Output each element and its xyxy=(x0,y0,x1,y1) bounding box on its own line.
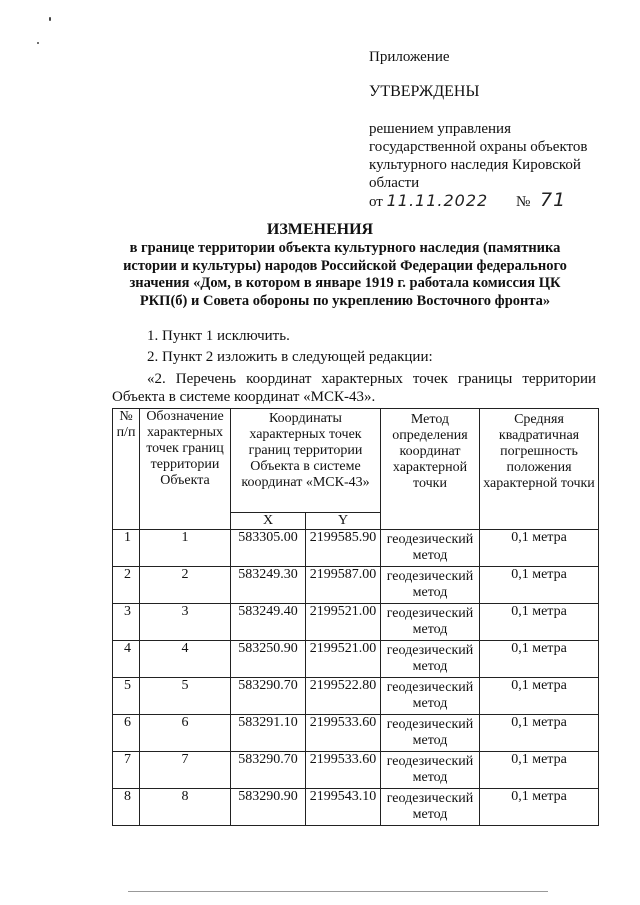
method: геодезический метод xyxy=(381,752,480,789)
row-number: 3 xyxy=(113,604,140,641)
coord-x: 583250.90 xyxy=(231,641,306,678)
paragraph-1: 1. Пункт 1 исключить. xyxy=(147,328,290,344)
coord-y: 2199522.80 xyxy=(306,678,381,715)
coord-y: 2199543.10 xyxy=(306,789,381,826)
coord-x: 583290.70 xyxy=(231,678,306,715)
table-body xyxy=(113,530,599,826)
point-id: 5 xyxy=(140,678,231,715)
coord-y: 2199533.60 xyxy=(306,752,381,789)
accuracy: 0,1 метра xyxy=(480,678,599,715)
accuracy: 0,1 метра xyxy=(480,567,599,604)
header-method: Метод определения координат характерной точки xyxy=(381,409,480,530)
date-line xyxy=(369,191,566,212)
coord-x: 583249.40 xyxy=(231,604,306,641)
coordinates-table xyxy=(112,408,599,826)
point-id: 3 xyxy=(140,604,231,641)
from-label: от xyxy=(369,194,383,210)
table-row xyxy=(113,789,599,826)
coord-x: 583290.90 xyxy=(231,789,306,826)
table-row xyxy=(113,752,599,789)
coord-x: 583290.70 xyxy=(231,752,306,789)
decision-line: государственной охраны объектов xyxy=(369,139,588,155)
scan-speck xyxy=(49,17,51,21)
row-number: 2 xyxy=(113,567,140,604)
header-num: № п/п xyxy=(113,409,140,530)
coord-y: 2199521.00 xyxy=(306,604,381,641)
point-id: 2 xyxy=(140,567,231,604)
document-subtitle: в границе территории объекта культурного наследия (памятника истории и культуры) народов Российской Федерации федерального значения «Дом, в котором в январе 1919 г. работала комиссия ЦК РКП(б) и Совета обороны по укреплению Восточного фронта» xyxy=(123,240,567,309)
header-y: Y xyxy=(306,513,381,530)
accuracy: 0,1 метра xyxy=(480,789,599,826)
method: геодезический метод xyxy=(381,641,480,678)
appendix-label: Приложение xyxy=(369,49,450,65)
table-row xyxy=(113,567,599,604)
coord-x: 583249.30 xyxy=(231,567,306,604)
point-id: 8 xyxy=(140,789,231,826)
coord-y: 2199521.00 xyxy=(306,641,381,678)
decision-date: 11.11.2022 xyxy=(386,191,489,210)
decision-line: области xyxy=(369,175,420,191)
coord-x: 583305.00 xyxy=(231,530,306,567)
row-number: 5 xyxy=(113,678,140,715)
accuracy: 0,1 метра xyxy=(480,604,599,641)
point-id: 6 xyxy=(140,715,231,752)
table-header-row xyxy=(113,409,599,513)
method: геодезический метод xyxy=(381,715,480,752)
paragraph-2: 2. Пункт 2 изложить в следующей редакции: xyxy=(147,349,433,365)
header-coordinates: Координаты характерных точек границ территории Объекта в системе координат «МСК-43» xyxy=(231,409,381,513)
table-row xyxy=(113,641,599,678)
accuracy: 0,1 метра xyxy=(480,530,599,567)
method: геодезический метод xyxy=(381,530,480,567)
row-number: 8 xyxy=(113,789,140,826)
header-x: X xyxy=(231,513,306,530)
coord-x: 583291.10 xyxy=(231,715,306,752)
method: геодезический метод xyxy=(381,567,480,604)
scan-speck xyxy=(37,42,39,44)
header-accuracy: Средняя квадратичная погрешность положения характерной точки xyxy=(480,409,599,530)
table-row xyxy=(113,530,599,567)
coord-y: 2199533.60 xyxy=(306,715,381,752)
decision-number: 71 xyxy=(540,189,567,211)
approved-label: УТВЕРЖДЕНЫ xyxy=(369,83,480,100)
header-designation: Обозначение характерных точек границ территории Объекта xyxy=(140,409,231,530)
accuracy: 0,1 метра xyxy=(480,752,599,789)
point-id: 7 xyxy=(140,752,231,789)
scan-edge-line xyxy=(128,891,548,892)
accuracy: 0,1 метра xyxy=(480,715,599,752)
coord-y: 2199587.00 xyxy=(306,567,381,604)
table-row xyxy=(113,678,599,715)
point-id: 4 xyxy=(140,641,231,678)
row-number: 1 xyxy=(113,530,140,567)
method: геодезический метод xyxy=(381,678,480,715)
row-number: 4 xyxy=(113,641,140,678)
coord-y: 2199585.90 xyxy=(306,530,381,567)
accuracy: 0,1 метра xyxy=(480,641,599,678)
number-label: № xyxy=(515,194,531,210)
decision-line: решением управления xyxy=(369,121,511,137)
row-number: 7 xyxy=(113,752,140,789)
document-title: ИЗМЕНЕНИЯ xyxy=(266,221,374,238)
method: геодезический метод xyxy=(381,789,480,826)
point-id: 1 xyxy=(140,530,231,567)
table-row xyxy=(113,715,599,752)
paragraph-3: «2. Перечень координат характерных точек границы территории Объекта в системе координат «МСК-43». xyxy=(112,371,596,405)
table-row xyxy=(113,604,599,641)
method: геодезический метод xyxy=(381,604,480,641)
decision-line: культурного наследия Кировской xyxy=(369,157,581,173)
row-number: 6 xyxy=(113,715,140,752)
